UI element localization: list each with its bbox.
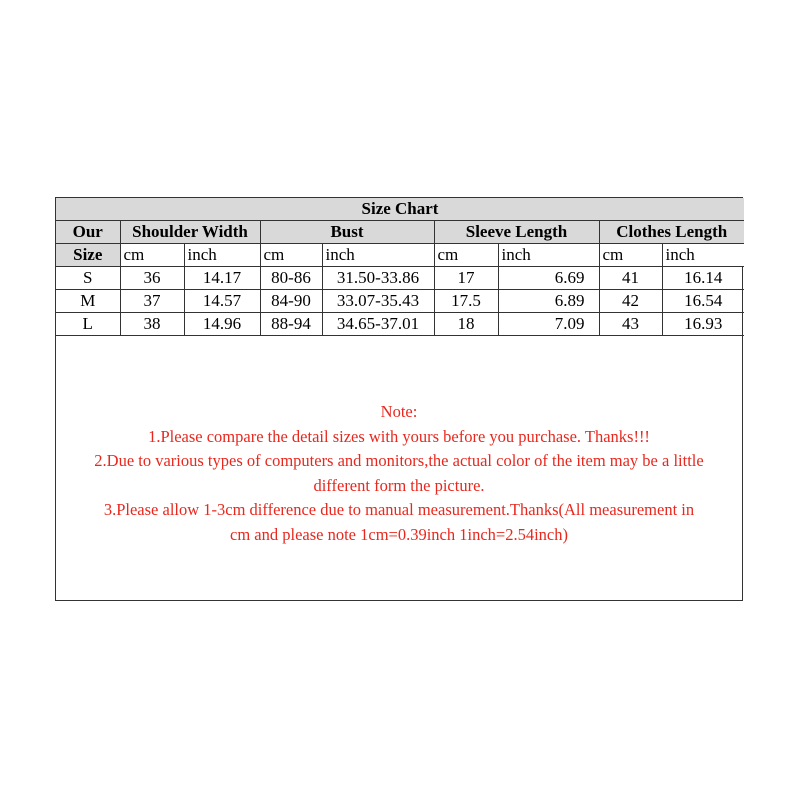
note-line: cm and please note 1cm=0.39inch 1inch=2.54inch) (230, 524, 568, 544)
note-line: 2.Due to various types of computers and monitors,the actual color of the item may be a little (94, 451, 704, 470)
unit-cm: cm (260, 244, 322, 267)
clothes-inch: 16.54 (662, 290, 744, 313)
shoulder-cm: 37 (120, 290, 184, 313)
size-label: M (56, 290, 120, 313)
clothes-cm: 43 (599, 313, 662, 336)
chart-title: Size Chart (56, 198, 744, 221)
shoulder-inch: 14.96 (184, 313, 260, 336)
title-row (56, 198, 744, 221)
unit-inch: inch (184, 244, 260, 267)
unit-cm: cm (120, 244, 184, 267)
clothes-cm: 42 (599, 290, 662, 313)
shoulder-cm: 36 (120, 267, 184, 290)
note-heading: Note: (380, 402, 418, 421)
our-size-header-line2: Size (56, 244, 120, 267)
unit-inch: inch (662, 244, 744, 267)
table-row (56, 290, 744, 313)
sleeve-cm: 17.5 (434, 290, 498, 313)
clothes-cm: 41 (599, 267, 662, 290)
table-row (56, 313, 744, 336)
unit-inch: inch (322, 244, 434, 267)
clothes-length-header: Clothes Length (599, 221, 744, 244)
note-line: 1.Please compare the detail sizes with yours before you purchase. Thanks!!! (148, 426, 650, 446)
note-line: 3.Please allow 1-3cm difference due to manual measurement.Thanks(All measurement in (103, 500, 695, 519)
shoulder-cm: 38 (120, 313, 184, 336)
size-label: S (56, 267, 120, 290)
sleeve-cm: 18 (434, 313, 498, 336)
bust-inch: 31.50-33.86 (322, 267, 434, 290)
shoulder-inch: 14.17 (184, 267, 260, 290)
bust-inch: 33.07-35.43 (322, 290, 434, 313)
unit-inch: inch (498, 244, 599, 267)
unit-cm: cm (434, 244, 498, 267)
sleeve-cm: 17 (434, 267, 498, 290)
clothes-inch: 16.93 (662, 313, 744, 336)
bust-header: Bust (260, 221, 434, 244)
our-size-header: Our (56, 221, 120, 244)
shoulder-inch: 14.57 (184, 290, 260, 313)
bust-cm: 80-86 (260, 267, 322, 290)
bust-inch: 34.65-37.01 (322, 313, 434, 336)
size-label: L (56, 313, 120, 336)
sleeve-length-header: Sleeve Length (434, 221, 599, 244)
note-line: different form the picture. (313, 475, 485, 495)
sleeve-inch: 6.69 (498, 267, 599, 290)
unit-cm: cm (599, 244, 662, 267)
table-row (56, 267, 744, 290)
sleeve-inch: 6.89 (498, 290, 599, 313)
unit-row (56, 244, 744, 267)
size-table (56, 198, 744, 336)
sleeve-inch: 7.09 (498, 313, 599, 336)
size-chart (55, 197, 743, 601)
bust-cm: 88-94 (260, 313, 322, 336)
bust-cm: 84-90 (260, 290, 322, 313)
shoulder-width-header: Shoulder Width (120, 221, 260, 244)
clothes-inch: 16.14 (662, 267, 744, 290)
notes-section (56, 400, 742, 547)
header-row (56, 221, 744, 244)
